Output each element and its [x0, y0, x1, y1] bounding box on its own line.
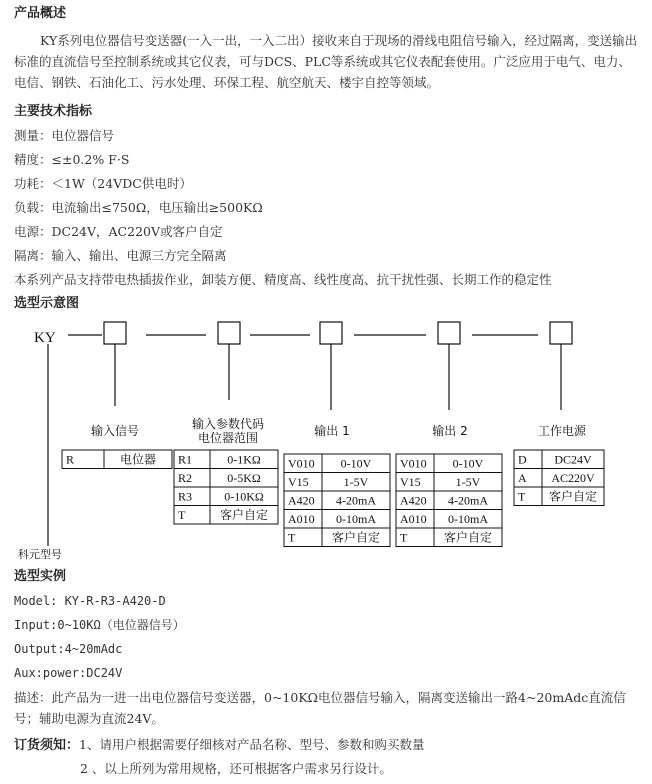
table-code: A010 — [288, 512, 315, 526]
table-value: 客户自定 — [219, 508, 269, 522]
selection-heading: 选型示意图 — [14, 296, 80, 311]
example-description: 描述：此产品为一进一出电位器信号变送器，0~10KΩ电位器信号输入，隔离变送输出一路4~20mAdc直流信号；辅助电源为直流24V。 — [14, 690, 626, 726]
example-line: Model: KY-R-R3-A420-D — [14, 594, 166, 608]
spec-item: 隔离：输入、输出、电源三方完全隔离 — [14, 248, 227, 263]
example-line: Input:0~10KΩ（电位器信号） — [14, 618, 185, 632]
table-code: R1 — [178, 452, 193, 467]
group-title-output1: 输出 1 — [314, 424, 350, 438]
table-value: 1-5V — [343, 475, 369, 489]
code-slot-param — [218, 322, 240, 344]
code-slot-input — [104, 322, 126, 344]
table-value: 0-10mA — [336, 512, 376, 526]
table-code: T — [518, 489, 526, 504]
example-line: Output:4~20mAdc — [14, 642, 123, 656]
table-code: R2 — [178, 471, 193, 485]
example-heading: 选型实例 — [14, 569, 67, 584]
table-value: 0-1KΩ — [227, 452, 261, 467]
overview-paragraph: KY系列电位器信号变送器(一入一出，一入二出）接收来自于现场的滑线电阻信号输入，经过隔离，变送输出标准的直流信号至控制系统或其它仪表，可与DCS、PLC等系统或其它仪表配套使用。广泛应用于电气、电力、电信、钢铁、石油化工、污水处理、环保工程、航空航天、楼宇自控等领域。 — [14, 33, 638, 90]
table-code: A420 — [288, 493, 315, 508]
spec-item: 功耗：＜1W（24VDC供电时） — [14, 176, 192, 191]
table-code: D — [518, 452, 527, 467]
table-code: T — [178, 508, 186, 522]
table-value: 客户自定 — [443, 530, 493, 545]
code-slot-output1 — [320, 322, 342, 344]
table-code: T — [400, 530, 408, 545]
table-value: 0-10mA — [448, 512, 488, 526]
table-code: V010 — [288, 456, 315, 471]
table-value: 0-5KΩ — [227, 471, 261, 485]
spec-item: 电源：DC24V，AC220V或客户自定 — [14, 224, 223, 239]
spec-item: 负载：电流输出≤750Ω，电压输出≥500KΩ — [14, 200, 263, 215]
table-code: R — [66, 452, 75, 467]
table-code: R3 — [178, 489, 193, 504]
spec-item: 精度：≤±0.2% F·S — [14, 152, 130, 167]
group-title-power: 工作电源 — [537, 424, 587, 438]
table-value: AC220V — [551, 471, 595, 485]
table-value: DC24V — [554, 452, 592, 467]
model-label: 科元型号 — [18, 548, 62, 561]
table-code: A — [518, 471, 527, 485]
example-line: Aux:power:DC24V — [14, 666, 123, 680]
selection-diagram — [14, 318, 614, 562]
group-title-input: 输入信号 — [90, 424, 140, 438]
spec-item: 测量：电位器信号 — [14, 128, 115, 143]
table-code: V15 — [288, 475, 309, 489]
ordering-heading: 订货须知： — [14, 738, 80, 753]
table-value: 0-10KΩ — [224, 489, 264, 504]
table-value: 4-20mA — [336, 493, 376, 508]
table-value: 客户自定 — [548, 489, 598, 504]
table-value: 4-20mA — [448, 493, 488, 508]
group-subtitle-param: 电位器范围 — [197, 431, 259, 445]
table-value: 电位器 — [119, 452, 157, 467]
ordering-item-2: 2 、以上所列为常用规格，还可根据客户需求另行设计。 — [80, 761, 392, 776]
code-slot-output2 — [438, 322, 460, 344]
ordering-item-1: 1、请用户根据需要仔细核对产品名称、型号、参数和购买数量 — [79, 737, 425, 752]
table-code: T — [288, 530, 296, 545]
table-value: 0-10V — [452, 456, 484, 471]
group-title-param: 输入参数代码 — [191, 417, 265, 431]
table-value: 0-10V — [340, 456, 372, 471]
model-prefix: KY — [34, 330, 56, 346]
overview-heading: 产品概述 — [14, 6, 67, 21]
specs-note: 本系列产品支持带电热插拔作业，卸装方便、精度高、线性度高、抗干扰性强、长期工作的稳定性 — [14, 272, 552, 287]
table-code: V010 — [400, 456, 427, 471]
specs-heading: 主要技术指标 — [14, 104, 93, 119]
table-code: V15 — [400, 475, 421, 489]
table-value: 1-5V — [455, 475, 481, 489]
code-slot-power — [550, 322, 572, 344]
table-value: 客户自定 — [331, 530, 381, 545]
table-code: A010 — [400, 512, 427, 526]
group-title-output2: 输出 2 — [432, 424, 468, 438]
table-code: A420 — [400, 493, 427, 508]
ordering-line-1 — [14, 735, 424, 756]
